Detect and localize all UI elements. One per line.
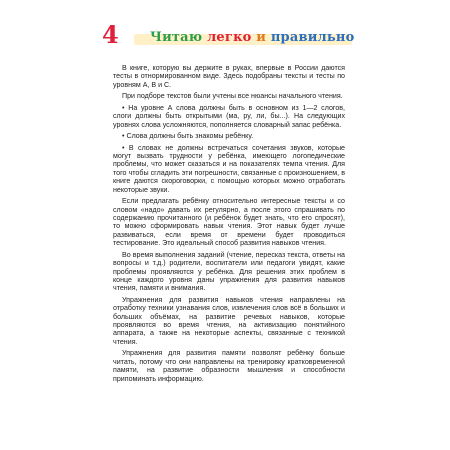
- paragraph-memory-exercises: Упражнения для развития памяти позволят ребёнку больше читать, потому что они направлены на тренировку кратковременной памяти, на развитие образности мышления и способности припоминать информацию.: [113, 349, 345, 383]
- paragraph-bullet-sounds: • В словах не должны встречаться сочетания звуков, которые могут вызвать трудности у ребёнка, имеющего логопедические проблемы, что может сказаться и на показателях темпа чтения. Для того чтобы сгладить эти погрешности, связанные с произношением, в книге даются скороговорки, с помощью которых можно отработать некоторые звуки.: [113, 143, 345, 194]
- paragraph-intro: В книге, которую вы держите в руках, впервые в России даются тесты в отнормированном виде. Здесь подобраны тексты и тесты по уровням А, В и С.: [113, 64, 345, 89]
- body-text: [113, 64, 345, 386]
- title-word-1: Читаю: [150, 30, 203, 45]
- title-word-3: и: [256, 30, 267, 45]
- page-header: [102, 20, 355, 50]
- paragraph-bullet-familiar-words: • Слова должны быть знакомы ребёнку.: [122, 132, 254, 141]
- title-word-4: правильно: [270, 30, 355, 45]
- paragraph-nuances: При подборе текстов были учтены все нюансы начального чтения.: [122, 92, 343, 101]
- paragraph-interesting-texts: Если предлагать ребёнку относительно интересные тексты и со словом «надо» давать их регулярно, а после этого спрашивать по содержанию прочитанного (и ребёнок будет знать, что его спросят), то можно сформировать навык чтения. Этот навык будет лучше развиваться, если время от времени будет проводиться тестирование. Это идеальный способ развития навыков чтения.: [113, 197, 345, 248]
- title-word-2: легко: [207, 30, 252, 45]
- page-number: 4: [102, 20, 119, 49]
- running-title: [150, 28, 355, 48]
- paragraph-bullet-level-a: • На уровне А слова должны быть в основном из 1—2 слогов, слоги должны быть открытыми (ма, ру, ли, бы...). На следующих уровнях слова усложняются, пополняется словарный запас ребёнка.: [113, 103, 345, 129]
- paragraph-reading-exercises: Упражнения для развития навыков чтения направлены на отработку техники узнавания слов, извлечения слов всё в больших и больших объёмах, на развитие речевых навыков, которые проявляются во время чтения, на активизацию понятийного аппарата, а также на некоторые аспекты, связанные с техникой чтения.: [113, 295, 345, 346]
- paragraph-tasks: Во время выполнения заданий (чтение, пересказ текста, ответы на вопросы и т.д.) родители, воспитатели или педагоги увидят, какие проблемы проявляются у ребёнка. Для решения этих проблем в конце каждого уровня даны упражнения для развития навыков чтения, памяти и внимания.: [113, 250, 345, 293]
